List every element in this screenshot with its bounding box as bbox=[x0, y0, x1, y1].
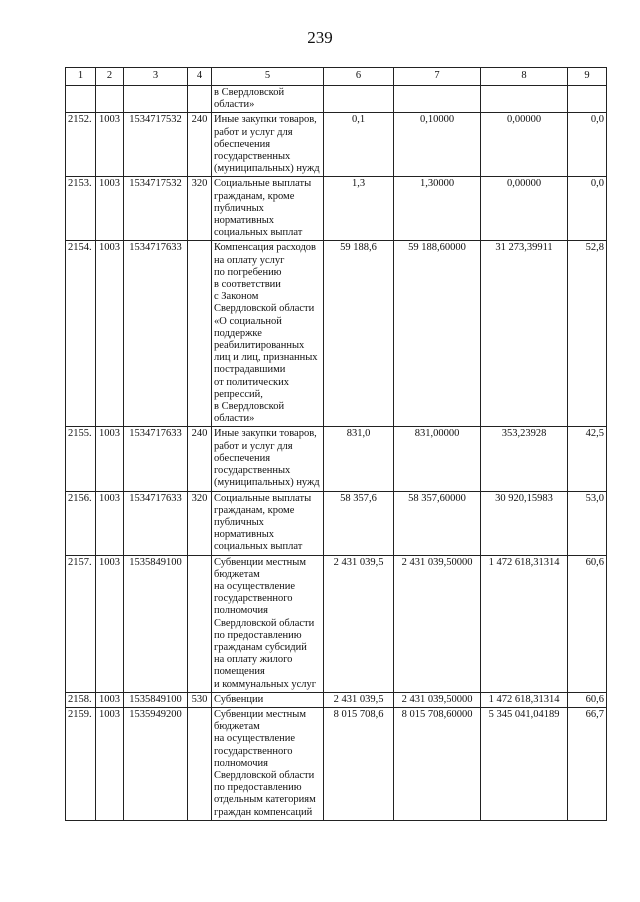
table-row bbox=[66, 555, 607, 692]
plan-amount-precise: 2 431 039,50000 bbox=[394, 555, 481, 692]
item-name-line: по предоставлению bbox=[214, 782, 302, 794]
item-name-line: на осуществление bbox=[214, 580, 296, 592]
execution-percent: 66,7 bbox=[568, 707, 607, 820]
row-number bbox=[66, 86, 96, 113]
plan-amount-precise: 1,30000 bbox=[394, 177, 481, 241]
execution-percent: 52,8 bbox=[568, 241, 607, 427]
item-name-line: гражданам, кроме bbox=[214, 504, 295, 516]
executed-amount: 353,23928 bbox=[481, 427, 568, 491]
item-name-line: полномочия bbox=[214, 757, 268, 769]
table-row bbox=[66, 113, 607, 177]
executed-amount: 5 345 041,04189 bbox=[481, 707, 568, 820]
item-name-line: с Законом bbox=[214, 291, 259, 303]
row-number: 2153. bbox=[66, 177, 96, 241]
section-code: 1003 bbox=[96, 177, 124, 241]
item-name-line: помещения bbox=[214, 666, 265, 678]
expense-type-code bbox=[188, 86, 212, 113]
item-name-line: отдельным категориям bbox=[214, 794, 316, 806]
executed-amount: 31 273,39911 bbox=[481, 241, 568, 427]
section-code: 1003 bbox=[96, 707, 124, 820]
item-name-line: граждан компенсаций bbox=[214, 806, 313, 818]
plan-amount-precise bbox=[394, 86, 481, 113]
plan-amount: 2 431 039,5 bbox=[324, 692, 394, 707]
item-name-line: в Свердловской bbox=[214, 401, 285, 413]
item-name-line: поддержке bbox=[214, 327, 262, 339]
row-number: 2156. bbox=[66, 491, 96, 555]
column-header: 8 bbox=[481, 68, 568, 86]
item-name-line: Социальные выплаты bbox=[214, 492, 312, 504]
item-name-line: в Свердловской bbox=[214, 87, 285, 98]
item-name-line: работ и услуг для bbox=[214, 440, 293, 452]
item-name-line: гражданам, кроме bbox=[214, 190, 295, 202]
plan-amount: 0,1 bbox=[324, 113, 394, 177]
table-row bbox=[66, 707, 607, 820]
execution-percent: 60,6 bbox=[568, 692, 607, 707]
plan-amount: 8 015 708,6 bbox=[324, 707, 394, 820]
item-name-line: публичных bbox=[214, 516, 264, 528]
page-number: 239 bbox=[307, 28, 333, 47]
section-code: 1003 bbox=[96, 427, 124, 491]
executed-amount: 30 920,15983 bbox=[481, 491, 568, 555]
table-row bbox=[66, 692, 607, 707]
section-code bbox=[96, 86, 124, 113]
column-header: 5 bbox=[212, 68, 324, 86]
target-article-code: 1534717633 bbox=[124, 491, 188, 555]
plan-amount: 58 357,6 bbox=[324, 491, 394, 555]
expense-type-code bbox=[188, 241, 212, 427]
plan-amount-precise: 8 015 708,60000 bbox=[394, 707, 481, 820]
item-name bbox=[212, 427, 324, 491]
execution-percent: 0,0 bbox=[568, 113, 607, 177]
row-number: 2154. bbox=[66, 241, 96, 427]
item-name-line: на оплату услуг bbox=[214, 254, 285, 266]
item-name-line: обеспечения bbox=[214, 138, 271, 150]
section-code: 1003 bbox=[96, 491, 124, 555]
item-name bbox=[212, 86, 324, 113]
item-name-line: гражданам субсидий bbox=[214, 641, 307, 653]
item-name-line: Субвенции bbox=[214, 693, 264, 705]
item-name-line: государственного bbox=[214, 593, 293, 605]
item-name-line: на осуществление bbox=[214, 733, 296, 745]
item-name-line: государственных bbox=[214, 465, 291, 477]
target-article-code: 1534717532 bbox=[124, 177, 188, 241]
item-name-line: (муниципальных) нужд bbox=[214, 163, 320, 175]
row-number: 2152. bbox=[66, 113, 96, 177]
item-name-line: пострадавшими bbox=[214, 364, 286, 376]
item-name-line: бюджетам bbox=[214, 721, 260, 733]
column-header: 4 bbox=[188, 68, 212, 86]
item-name bbox=[212, 555, 324, 692]
execution-percent: 42,5 bbox=[568, 427, 607, 491]
plan-amount-precise: 2 431 039,50000 bbox=[394, 692, 481, 707]
item-name-line: и коммунальных услуг bbox=[214, 678, 317, 690]
table-row bbox=[66, 177, 607, 241]
item-name-line: Свердловской области bbox=[214, 617, 315, 629]
item-name bbox=[212, 692, 324, 707]
plan-amount: 2 431 039,5 bbox=[324, 555, 394, 692]
target-article-code: 1535949200 bbox=[124, 707, 188, 820]
table-row bbox=[66, 241, 607, 427]
section-code: 1003 bbox=[96, 555, 124, 692]
item-name bbox=[212, 707, 324, 820]
column-header: 2 bbox=[96, 68, 124, 86]
section-code: 1003 bbox=[96, 113, 124, 177]
execution-percent: 60,6 bbox=[568, 555, 607, 692]
table-body bbox=[66, 86, 607, 821]
executed-amount: 0,00000 bbox=[481, 113, 568, 177]
item-name-line: в соответствии bbox=[214, 279, 281, 291]
item-name-line: Социальные выплаты bbox=[214, 178, 312, 190]
row-number: 2158. bbox=[66, 692, 96, 707]
item-name bbox=[212, 177, 324, 241]
execution-percent bbox=[568, 86, 607, 113]
table-row bbox=[66, 491, 607, 555]
item-name-line: (муниципальных) нужд bbox=[214, 477, 320, 489]
column-header: 7 bbox=[394, 68, 481, 86]
column-header: 9 bbox=[568, 68, 607, 86]
target-article-code: 1535849100 bbox=[124, 555, 188, 692]
section-code: 1003 bbox=[96, 241, 124, 427]
expense-type-code: 530 bbox=[188, 692, 212, 707]
executed-amount: 0,00000 bbox=[481, 177, 568, 241]
item-name-line: репрессий, bbox=[214, 388, 263, 400]
item-name-line: на оплату жилого bbox=[214, 654, 293, 666]
section-code: 1003 bbox=[96, 692, 124, 707]
item-name-line: публичных bbox=[214, 202, 264, 214]
plan-amount-precise: 58 357,60000 bbox=[394, 491, 481, 555]
item-name bbox=[212, 491, 324, 555]
plan-amount: 831,0 bbox=[324, 427, 394, 491]
item-name-line: нормативных bbox=[214, 529, 275, 541]
item-name-line: государственных bbox=[214, 151, 291, 163]
expense-type-code: 240 bbox=[188, 113, 212, 177]
table-row bbox=[66, 86, 607, 113]
item-name-line: от политических bbox=[214, 376, 289, 388]
plan-amount bbox=[324, 86, 394, 113]
item-name-line: реабилитированных bbox=[214, 340, 305, 352]
item-name bbox=[212, 113, 324, 177]
row-number: 2157. bbox=[66, 555, 96, 692]
item-name-line: нормативных bbox=[214, 215, 275, 227]
target-article-code bbox=[124, 86, 188, 113]
expense-type-code bbox=[188, 555, 212, 692]
plan-amount-precise: 831,00000 bbox=[394, 427, 481, 491]
item-name-line: лиц и лиц, признанных bbox=[214, 352, 318, 364]
item-name-line: государственного bbox=[214, 745, 293, 757]
item-name-line: Субвенции местным bbox=[214, 708, 306, 720]
table-row bbox=[66, 427, 607, 491]
plan-amount-precise: 0,10000 bbox=[394, 113, 481, 177]
item-name-line: по погребению bbox=[214, 266, 282, 278]
item-name-line: обеспечения bbox=[214, 452, 271, 464]
executed-amount: 1 472 618,31314 bbox=[481, 692, 568, 707]
column-header: 3 bbox=[124, 68, 188, 86]
item-name-line: полномочия bbox=[214, 605, 268, 617]
header-row bbox=[66, 68, 607, 86]
expense-type-code: 320 bbox=[188, 177, 212, 241]
plan-amount: 59 188,6 bbox=[324, 241, 394, 427]
item-name-line: «О социальной bbox=[214, 315, 282, 327]
executed-amount bbox=[481, 86, 568, 113]
execution-percent: 53,0 bbox=[568, 491, 607, 555]
item-name-line: Иные закупки товаров, bbox=[214, 114, 317, 126]
expense-type-code: 240 bbox=[188, 427, 212, 491]
expense-type-code bbox=[188, 707, 212, 820]
item-name-line: работ и услуг для bbox=[214, 126, 293, 138]
item-name-line: бюджетам bbox=[214, 568, 260, 580]
item-name-line: социальных выплат bbox=[214, 227, 303, 239]
item-name-line: Свердловской области bbox=[214, 769, 315, 781]
item-name-line: социальных выплат bbox=[214, 541, 303, 553]
column-header: 6 bbox=[324, 68, 394, 86]
expense-type-code: 320 bbox=[188, 491, 212, 555]
item-name-line: по предоставлению bbox=[214, 629, 302, 641]
plan-amount-precise: 59 188,60000 bbox=[394, 241, 481, 427]
row-number: 2159. bbox=[66, 707, 96, 820]
column-header: 1 bbox=[66, 68, 96, 86]
target-article-code: 1534717633 bbox=[124, 427, 188, 491]
item-name-line: Свердловской области bbox=[214, 303, 315, 315]
target-article-code: 1535849100 bbox=[124, 692, 188, 707]
item-name-line: Компенсация расходов bbox=[214, 242, 316, 254]
item-name-line: Иные закупки товаров, bbox=[214, 428, 317, 440]
executed-amount: 1 472 618,31314 bbox=[481, 555, 568, 692]
item-name-line: Субвенции местным bbox=[214, 556, 306, 568]
execution-percent: 0,0 bbox=[568, 177, 607, 241]
target-article-code: 1534717633 bbox=[124, 241, 188, 427]
target-article-code: 1534717532 bbox=[124, 113, 188, 177]
item-name bbox=[212, 241, 324, 427]
item-name-line: области» bbox=[214, 99, 255, 111]
budget-table bbox=[65, 67, 607, 821]
row-number: 2155. bbox=[66, 427, 96, 491]
item-name-line: области» bbox=[214, 413, 255, 425]
plan-amount: 1,3 bbox=[324, 177, 394, 241]
